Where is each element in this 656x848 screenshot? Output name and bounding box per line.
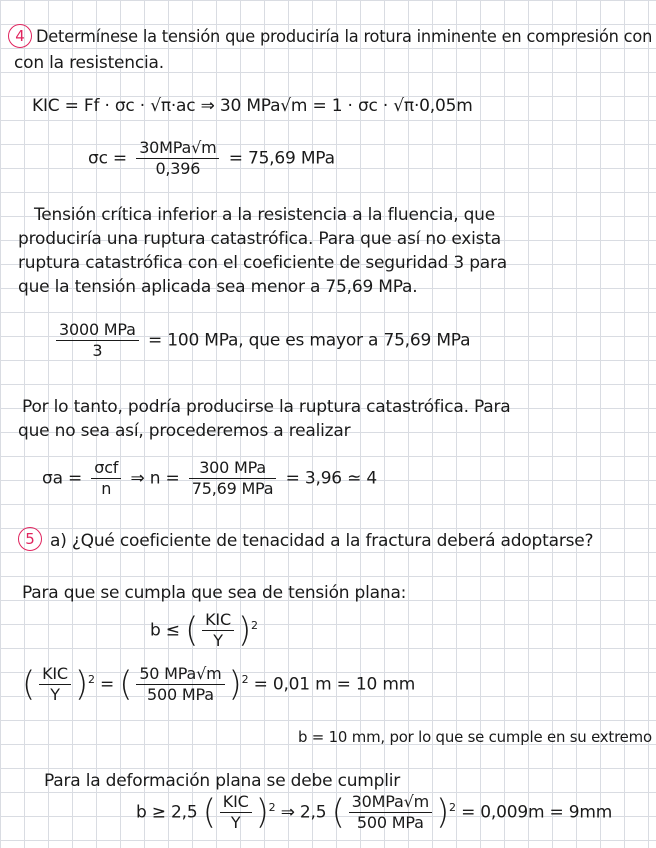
equation-critical-stress [88,138,335,186]
cond-lhs: b ≤ [150,620,180,641]
equation-fracture-toughness: KIC = Ff · σc · √π·ac ⇒ 30 MPa√m = 1 · σc · √π·0,05m [32,96,473,116]
eq5-exponent-2: 2 [241,672,249,686]
eq2-fraction [136,138,219,179]
eq4-fraction-2 [189,458,277,499]
eq2-lhs: σc = [88,148,127,169]
eq5-kic-denominator: Y [50,685,60,704]
equation-plane-stress: ( $\frac{\text{KIC}}{Y}$ )$^2$ = ( $\frac{\text{50 MPa√m}}{\text{500 MPa}}$ )$^2$ = 0,01 m = 10 mm [22,664,416,705]
eq6-kic-numerator: KIC [220,792,252,813]
paragraph-line-5: Por lo tanto, podría producirse la ruptura catastrófica. Para [22,397,511,417]
eq6-kic-denominator: Y [230,813,241,832]
eq5-kic-numerator: KIC [39,664,71,685]
cond2-lhs: b ≥ 2,5 [136,802,198,823]
section-4-number: 4 [8,24,32,48]
eq3-result: = 100 MPa, que es mayor a 75,69 MPa [147,330,471,351]
eq2-result: = 75,69 MPa [228,148,335,169]
eq2-numerator: 30MPa√m [136,138,219,159]
eq4-denominator-1: n [101,479,112,498]
section-4-intro-line-2: con la resistencia. [14,53,164,73]
eq5-exponent-1: 2 [87,672,95,686]
section-5-number: 5 [18,527,42,551]
eq6-fraction [349,792,432,833]
paragraph-line-2: produciría una ruptura catastrófica. Para que así no exista [18,229,502,249]
eq3-numerator: 3000 MPa [56,320,139,341]
eq5-kic-fraction [39,664,71,705]
eq4-numerator-1: σcf [91,458,121,479]
eq6-numerator: 30MPa√m [349,792,432,813]
plane-strain-line: Para la deformación plana se debe cumplir [44,771,401,791]
eq3-fraction [56,320,139,361]
cond-exponent: 2 [251,618,258,632]
cond-fraction [202,610,234,651]
eq3-denominator: 3 [92,341,103,360]
eq6-kic-fraction [220,792,252,833]
plane-stress-conclusion: b = 10 mm, por lo que se cumple en su extremo [298,728,652,746]
cond-numerator: KIC [202,610,234,631]
paragraph-line-3: ruptura catastrófica con el coeficiente de seguridad 3 para [18,253,508,273]
eq6-exponent-2: 2 [449,800,456,814]
section-4-intro-line-1: Determínese la tensión que produciría la rotura inminente en compresión con [36,27,653,47]
plane-stress-line: Para que se cumpla que sea de tensión plana: [22,583,407,603]
equation-safety-coefficient [42,458,377,506]
paragraph-line-6: que no sea así, procederemos a realizar [18,421,351,441]
eq2-denominator: 0,396 [155,159,201,178]
cond-denominator: Y [213,631,223,650]
section-5-question: a) ¿Qué coeficiente de tenacidad a la fractura deberá adoptarse? [50,531,594,551]
eq4-lhs: σa = [42,468,83,489]
eq4-fraction-1 [91,458,121,499]
plane-stress-condition: b ≤ ( $\frac{\text{KIC}}{Y}$ )$^2$ [150,610,258,651]
eq4-result: = 3,96 ≃ 4 [285,468,377,489]
eq5-numerator: 50 MPa√m [136,664,224,685]
eq5-result: = 0,01 m = 10 mm [253,674,416,695]
eq4-numerator-2: 300 MPa [189,458,277,479]
eq5-fraction [136,664,224,705]
eq6-mid: ⇒ 2,5 [280,802,327,823]
eq4-denominator-2: 75,69 MPa [191,479,274,498]
eq6-result: = 0,009m = 9mm [461,802,613,823]
eq6-exponent-1: 2 [268,800,276,814]
equation-plane-strain: b ≥ 2,5 ( $\frac{\text{KIC}}{Y}$ )$^2$ ⇒ 2,5 ( $\frac{\text{30MPa√m}}{\text{500 MPa}}$ )$^2$ = 0,009m = 9mm [136,792,613,833]
eq4-mid: ⇒ n = [130,468,180,489]
equation-safety-factor [52,320,470,368]
paragraph-line-1: Tensión crítica inferior a la resistencia a la fluencia, que [34,205,496,225]
paragraph-line-4: que la tensión aplicada sea menor a 75,69 MPa. [18,277,418,297]
eq6-denominator: 500 MPa [356,813,424,832]
eq5-denominator: 500 MPa [147,685,214,704]
